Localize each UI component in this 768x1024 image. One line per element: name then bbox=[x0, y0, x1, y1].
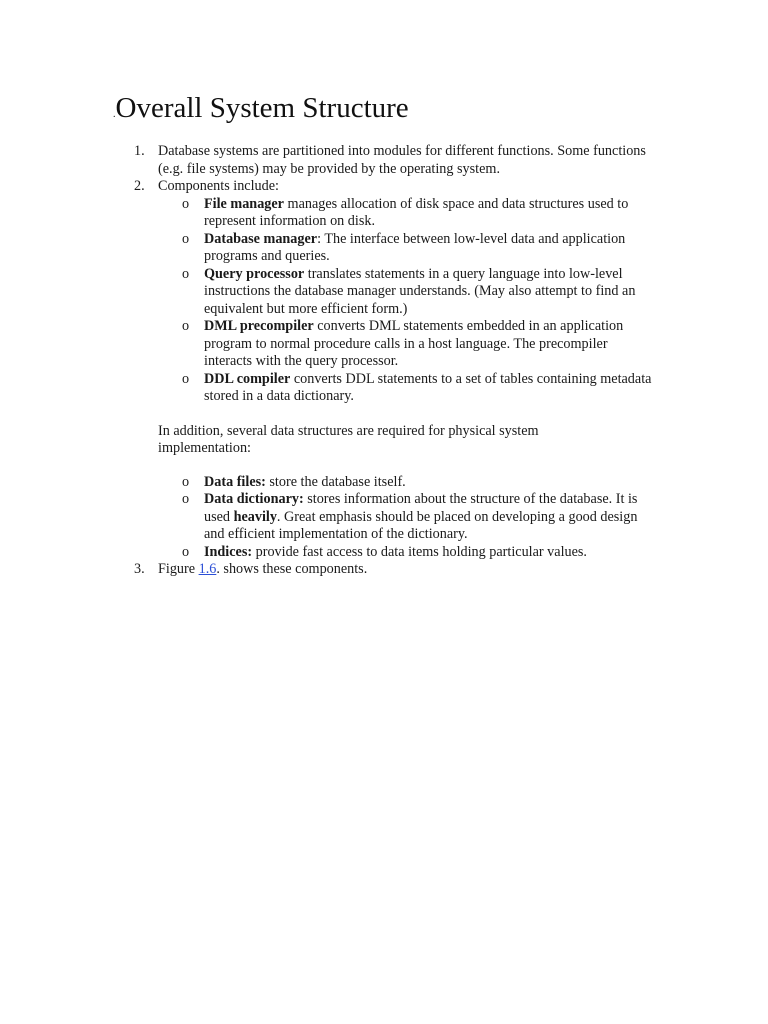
component-item bbox=[182, 318, 658, 371]
data-structures-list bbox=[158, 474, 658, 562]
numbered-list bbox=[134, 143, 658, 579]
emphasis-text: heavily bbox=[233, 508, 277, 525]
structure-term: Indices: bbox=[204, 543, 253, 560]
addition-paragraph: In addition, several data structures are required for physical system implementation: bbox=[158, 422, 539, 456]
bullet-marker: o bbox=[182, 543, 190, 560]
structure-desc: store the database itself. bbox=[265, 473, 406, 490]
bullet-marker: o bbox=[182, 195, 190, 212]
figure-link[interactable]: 1.6 bbox=[198, 561, 217, 577]
structure-desc: stores information about the structure of the database. It is used bbox=[204, 491, 638, 525]
component-item bbox=[182, 230, 658, 266]
structure-item bbox=[182, 543, 658, 562]
component-term: DDL compiler bbox=[204, 370, 291, 387]
component-term: File manager bbox=[204, 195, 284, 212]
structure-desc: provide fast access to data items holding particular values. bbox=[252, 543, 587, 560]
component-desc: converts DDL statements to a set of tables containing metadata stored in a data dictionary. bbox=[204, 370, 652, 404]
components-list bbox=[158, 196, 658, 406]
component-term: Query processor bbox=[204, 265, 305, 282]
structure-term: Data files: bbox=[204, 473, 266, 490]
structure-desc: . Great emphasis should be placed on developing a good design and efficient implementation of the dictionary. bbox=[204, 508, 638, 542]
bullet-marker: o bbox=[182, 265, 190, 282]
title-marker: . bbox=[113, 109, 116, 120]
structure-item bbox=[182, 491, 658, 544]
component-item bbox=[182, 370, 658, 406]
item-number: 3. bbox=[134, 561, 145, 577]
bullet-marker: o bbox=[182, 318, 190, 334]
component-term: Database manager bbox=[204, 230, 318, 247]
list-item bbox=[134, 143, 658, 178]
structure-item bbox=[182, 473, 658, 492]
link-trailing-mark: . bbox=[216, 561, 220, 577]
title-text: Overall System Structure bbox=[115, 92, 409, 124]
item-number: 2. bbox=[134, 178, 145, 194]
item-text: shows these components. bbox=[219, 561, 368, 577]
item-number: 1. bbox=[134, 143, 145, 159]
bullet-marker: o bbox=[182, 370, 190, 387]
page-title bbox=[113, 89, 409, 134]
component-term: DML precompiler bbox=[204, 318, 314, 334]
item-text: Components include: bbox=[158, 178, 279, 194]
item-text: Database systems are partitioned into modules for different functions. Some functions (e.g. file systems) may be provided by the operating system. bbox=[158, 143, 646, 177]
bullet-marker: o bbox=[182, 473, 190, 490]
component-desc: : The interface between low-level data and application programs and queries. bbox=[204, 230, 626, 264]
bullet-marker: o bbox=[182, 491, 190, 507]
component-desc: manages allocation of disk space and data structures used to represent information on disk. bbox=[204, 195, 629, 229]
component-desc: translates statements in a query language into low-level instructions the database manager understands. (May also attempt to find an equivalent but more efficient form.) bbox=[204, 265, 636, 317]
list-item bbox=[134, 178, 658, 561]
structure-term: Data dictionary: bbox=[204, 491, 304, 507]
component-item bbox=[182, 265, 658, 319]
item-text: Figure bbox=[158, 561, 199, 577]
component-item bbox=[182, 195, 658, 231]
bullet-marker: o bbox=[182, 230, 190, 247]
component-desc: converts DML statements embedded in an application program to normal procedure calls in a host language. The precompiler interacts with the query processor. bbox=[204, 318, 624, 369]
list-item bbox=[134, 561, 658, 579]
